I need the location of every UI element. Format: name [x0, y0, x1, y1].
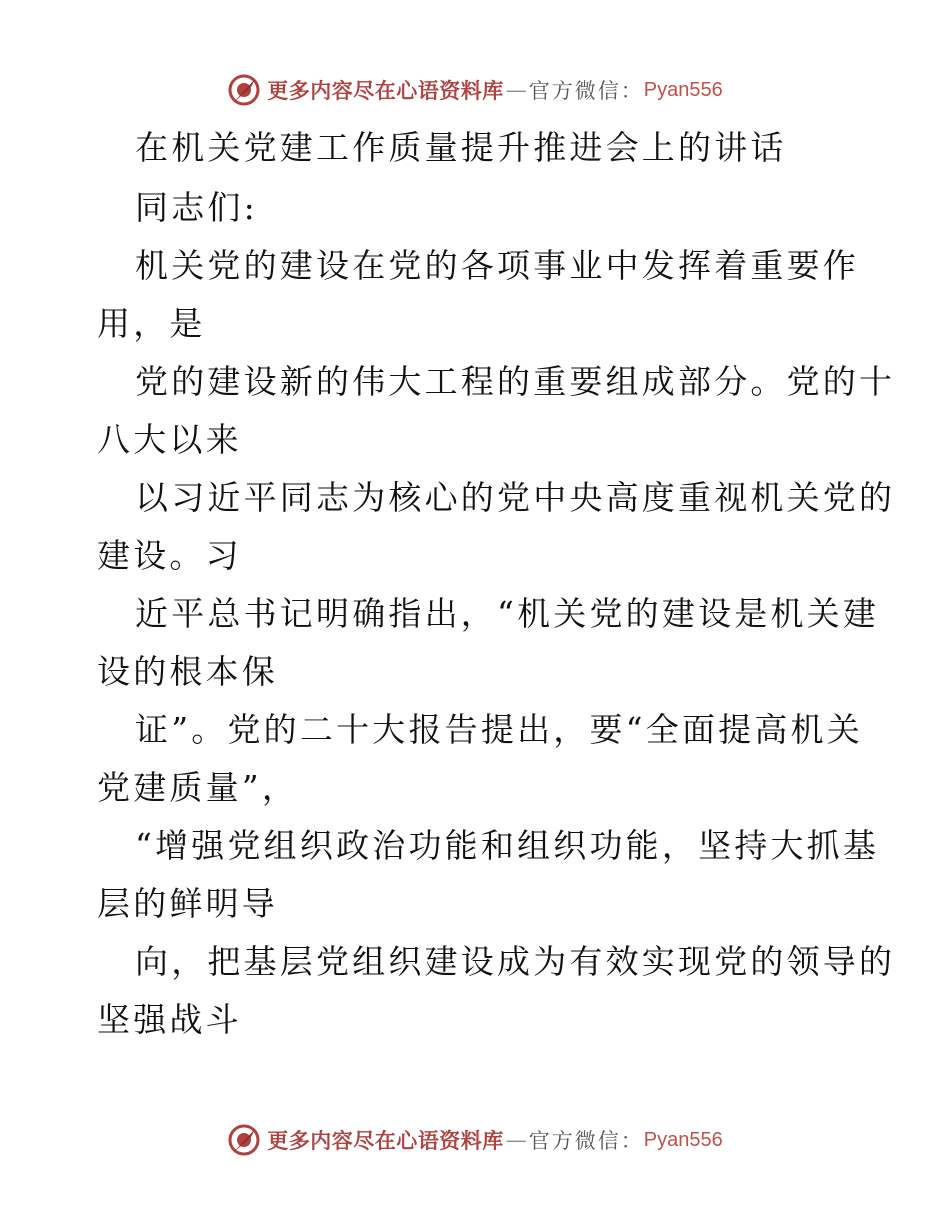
- paragraph-line: 坚强战斗: [97, 1000, 242, 1039]
- paragraph-line: 八大以来: [97, 420, 242, 459]
- page-title: 在机关党建工作质量提升推进会上的讲话: [135, 128, 787, 167]
- paragraph-line: 证”。党的二十大报告提出，要“全面提高机关: [135, 710, 863, 749]
- watermark-label: 官方微信：: [528, 79, 644, 103]
- watermark-separator: —: [505, 1128, 527, 1152]
- paragraph-line: 向，把基层党组织建设成为有效实现党的领导的: [135, 942, 896, 981]
- quill-circle-icon: [227, 73, 261, 107]
- watermark-id: Pyan556: [643, 78, 723, 101]
- footer-watermark: [0, 1120, 950, 1160]
- paragraph-line: 建设。习: [97, 536, 242, 575]
- watermark-text: 更多内容尽在心语资料库: [267, 78, 504, 103]
- watermark-label: 官方微信：: [528, 1129, 644, 1153]
- quill-circle-icon: [227, 1123, 261, 1157]
- watermark-text: 更多内容尽在心语资料库: [267, 1128, 504, 1153]
- paragraph-line: 近平总书记明确指出，“机关党的建设是机关建: [135, 594, 880, 633]
- paragraph-line: 以习近平同志为核心的党中央高度重视机关党的: [135, 478, 896, 517]
- paragraph-line: “增强党组织政治功能和组织功能，坚持大抓基: [135, 826, 880, 865]
- paragraph-line: 设的根本保: [97, 652, 278, 691]
- watermark-separator: —: [505, 78, 527, 102]
- paragraph-line: 用，是: [97, 304, 206, 343]
- header-watermark: [0, 70, 950, 110]
- watermark-id: Pyan556: [643, 1128, 723, 1151]
- salutation: 同志们:: [135, 188, 258, 227]
- paragraph-line: 层的鲜明导: [97, 884, 278, 923]
- paragraph-line: 党的建设新的伟大工程的重要组成部分。党的十: [135, 362, 896, 401]
- paragraph-line: 党建质量”，: [97, 768, 299, 807]
- paragraph-line: 机关党的建设在党的各项事业中发挥着重要作: [135, 246, 859, 285]
